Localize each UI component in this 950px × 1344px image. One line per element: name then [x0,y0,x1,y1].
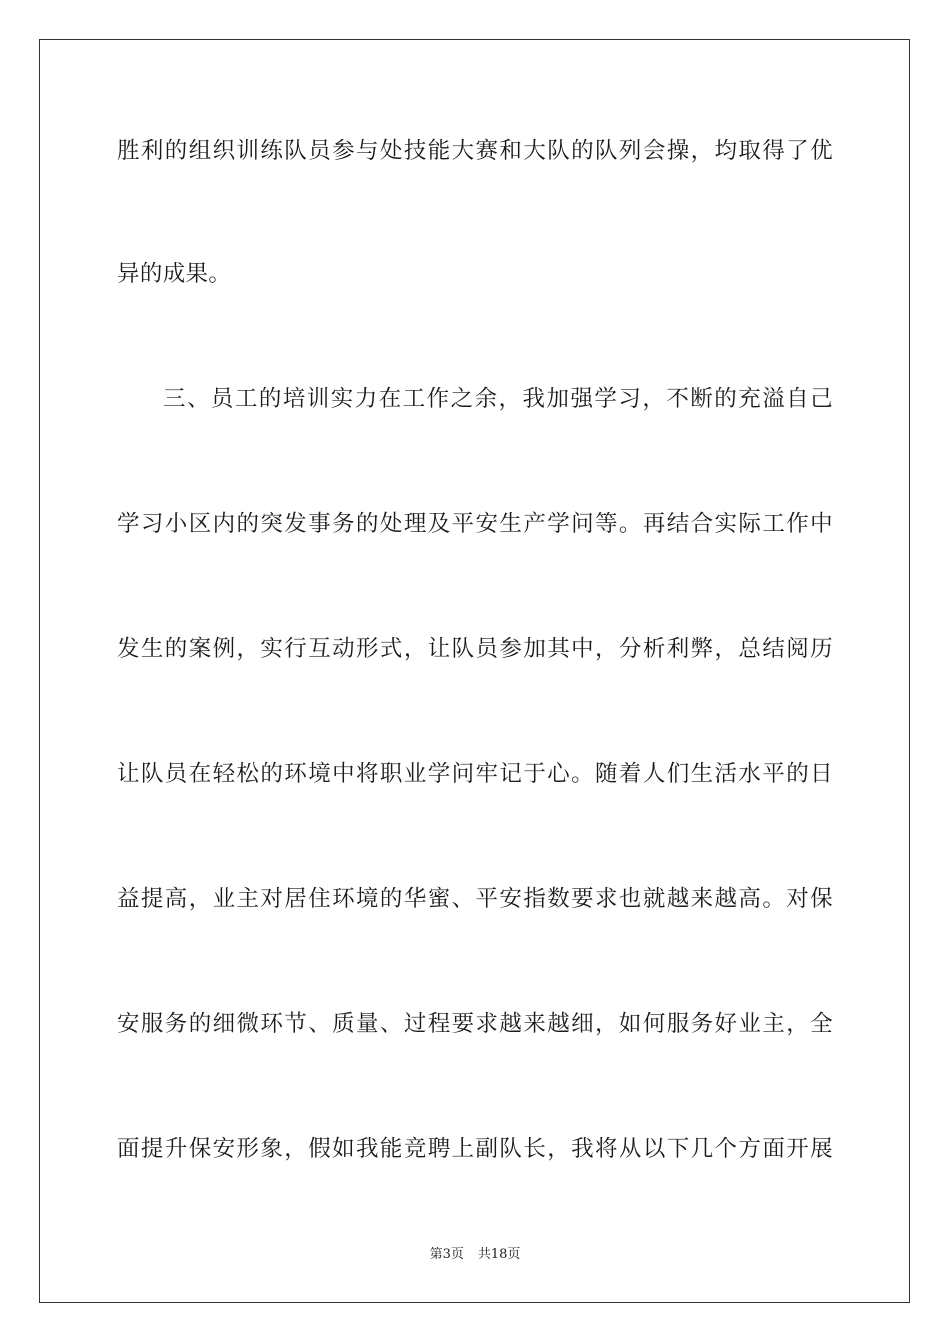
paragraph-line: 胜利的组织训练队员参与处技能大赛和大队的队列会操，均取得了优 [117,138,833,164]
page-number: 第3页 [429,1247,464,1262]
paragraph-line: 发生的案例，实行互动形式，让队员参加其中，分析利弊，总结阅历 [117,636,833,662]
paragraph-line: 异的成果。 [117,261,232,287]
paragraph-line: 学习小区内的突发事务的处理及平安生产学问等。再结合实际工作中 [117,511,833,537]
paragraph-line: 三、员工的培训实力在工作之余，我加强学习，不断的充溢自己 [163,386,833,412]
paragraph-line: 让队员在轻松的环境中将职业学问牢记于心。随着人们生活水平的日 [117,761,833,787]
paragraph-line: 安服务的细微环节、质量、过程要求越来越细，如何服务好业主，全 [117,1011,833,1037]
paragraph-line: 益提高，业主对居住环境的华蜜、平安指数要求也就越来越高。对保 [117,886,833,912]
paragraph-line: 面提升保安形象，假如我能竞聘上副队长，我将从以下几个方面开展 [117,1136,833,1162]
page-total: 共18页 [477,1247,521,1262]
page-border [39,39,910,1303]
page-footer [0,1246,950,1264]
